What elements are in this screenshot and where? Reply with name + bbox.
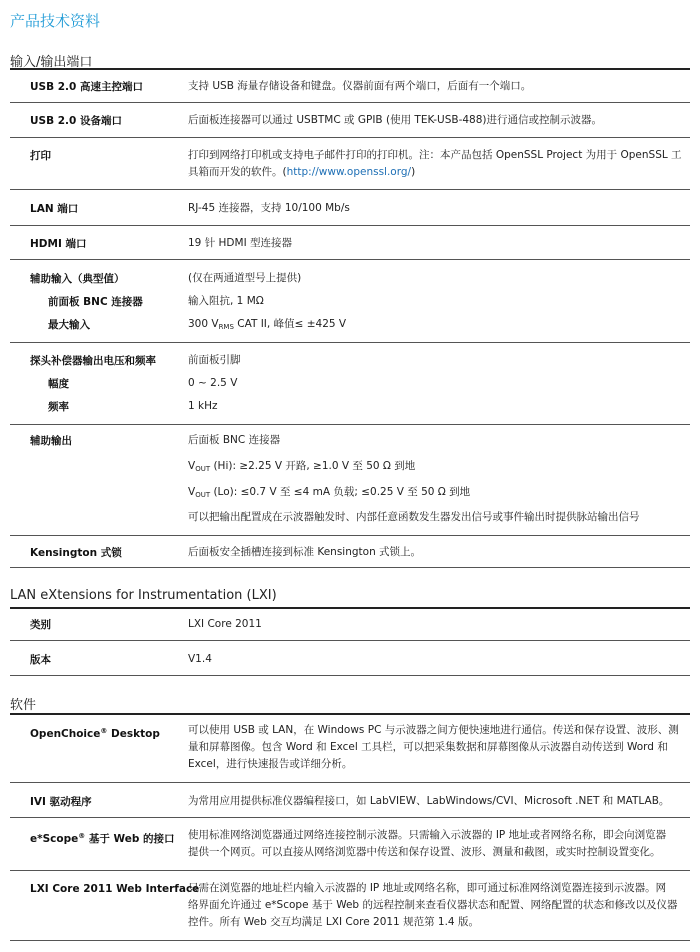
row-divider bbox=[10, 940, 690, 941]
spec-value: 0 ~ 2.5 V bbox=[188, 377, 238, 389]
spec-value-line: 只需在浏览器的地址栏内输入示波器的 IP 地址或网络名称，即可通过标准网络浏览器连接到示波器。网 bbox=[188, 882, 667, 894]
spec-sublabel: 频率 bbox=[48, 401, 69, 413]
row-divider bbox=[10, 782, 690, 783]
row-divider bbox=[10, 259, 690, 260]
spec-value-line: 控件。所有 Web 交互均满足 LXI Core 2011 规范第 1.4 版。 bbox=[188, 916, 479, 928]
spec-label: USB 2.0 设备端口 bbox=[30, 115, 123, 127]
openssl-link[interactable]: http://www.openssl.org/ bbox=[286, 166, 412, 178]
spec-value-vout-hi: $V_{OUT}$ (Hi): ≥2.25 V 开路, ≥1.0 V 至 50 Ω 到地 bbox=[188, 460, 416, 473]
row-divider bbox=[10, 189, 690, 190]
spec-sublabel: 最大输入 bbox=[48, 319, 90, 331]
spec-value-line: 具箱而开发的软件。(http://www.openssl.org/) bbox=[188, 166, 416, 178]
spec-label: 打印 bbox=[30, 150, 51, 162]
spec-label: e*Scope® 基于 Web 的接口 bbox=[30, 832, 175, 845]
spec-value-line: 提供一个网页。可以直接从网络浏览器中传送和保存设置、波形、测量和截图，或实时控制设置变化。 bbox=[188, 846, 661, 858]
spec-label: HDMI 端口 bbox=[30, 238, 87, 250]
spec-value: 支持 USB 海量存储设备和键盘。仪器前面有两个端口，后面有一个端口。 bbox=[188, 80, 532, 92]
spec-value-line: 可以使用 USB 或 LAN，在 Windows PC 与示波器之间方便快速地进行通信。传送和保存设置、波形、测 bbox=[188, 724, 679, 736]
spec-value-line: 络界面允许通过 e*Scope 基于 Web 的远程控制来查看仪器状态和配置、网络配置的状态和修改以及仪器 bbox=[188, 899, 678, 911]
spec-label: 探头补偿器输出电压和频率 bbox=[30, 355, 156, 367]
spec-value: 前面板引脚 bbox=[188, 354, 241, 366]
row-divider bbox=[10, 102, 690, 103]
spec-value-line: 使用标准网络浏览器通过网络连接控制示波器。只需输入示波器的 IP 地址或者网络名称，即会向浏览器 bbox=[188, 829, 667, 841]
row-divider bbox=[10, 817, 690, 818]
spec-label: OpenChoice® Desktop bbox=[30, 727, 160, 740]
spec-value-line: 打印到网络打印机或支持电子邮件打印的打印机。注：本产品包括 OpenSSL Project 为用于 OpenSSL 工 bbox=[188, 149, 682, 161]
spec-value: 后面板 BNC 连接器 bbox=[188, 434, 281, 446]
row-divider bbox=[10, 870, 690, 871]
spec-label: Kensington 式锁 bbox=[30, 547, 122, 559]
section-divider bbox=[10, 713, 690, 715]
spec-label: LXI Core 2011 Web Interface bbox=[30, 883, 200, 895]
spec-value: 可以把输出配置成在示波器触发时、内部任意函数发生器发出信号或事件输出时提供脉站输出信号 bbox=[188, 511, 640, 523]
spec-value: V1.4 bbox=[188, 653, 212, 665]
row-divider bbox=[10, 640, 690, 641]
row-divider bbox=[10, 424, 690, 425]
spec-value: (仅在两通道型号上提供) bbox=[188, 272, 302, 284]
spec-value: 1 kHz bbox=[188, 400, 218, 412]
row-divider bbox=[10, 535, 690, 536]
spec-label: IVI 驱动程序 bbox=[30, 796, 92, 808]
spec-value: 19 针 HDMI 型连接器 bbox=[188, 237, 293, 249]
spec-label: LAN 端口 bbox=[30, 203, 79, 215]
row-divider bbox=[10, 567, 690, 568]
spec-value: 后面板安全插槽连接到标准 Kensington 式锁上。 bbox=[188, 546, 422, 558]
section-title-io: 输入/输出端口 bbox=[10, 55, 93, 70]
spec-label: 版本 bbox=[30, 654, 51, 666]
spec-label: 类别 bbox=[30, 619, 51, 631]
spec-value: LXI Core 2011 bbox=[188, 618, 262, 630]
spec-value: 后面板连接器可以通过 USBTMC 或 GPIB (使用 TEK-USB-488)进行通信或控制示波器。 bbox=[188, 114, 603, 126]
spec-value-vout-lo: $V_{OUT}$ (Lo): ≤0.7 V 至 ≤4 mA 负载; ≤0.25 V 至 50 Ω 到地 bbox=[188, 486, 471, 499]
section-title-lxi: LAN eXtensions for Instrumentation (LXI) bbox=[10, 588, 277, 603]
spec-sublabel: 幅度 bbox=[48, 378, 69, 390]
row-divider bbox=[10, 225, 690, 226]
spec-value-line: 量和屏幕图像。包含 Word 和 Excel 工具栏，可以把采集数据和屏幕图像从示波器自动传送到 Word 和 bbox=[188, 741, 668, 753]
spec-value: 输入阻抗, 1 MΩ bbox=[188, 295, 264, 307]
spec-label: 辅助输出 bbox=[30, 435, 72, 447]
spec-label: USB 2.0 高速主控端口 bbox=[30, 81, 144, 93]
spec-label: 辅助输入（典型值） bbox=[30, 273, 125, 285]
row-divider bbox=[10, 675, 690, 676]
spec-value: RJ-45 连接器，支持 10/100 Mb/s bbox=[188, 202, 350, 214]
spec-sublabel: 前面板 BNC 连接器 bbox=[48, 296, 143, 308]
row-divider bbox=[10, 342, 690, 343]
row-divider bbox=[10, 137, 690, 138]
section-divider bbox=[10, 607, 690, 609]
spec-value: 300 $V_{RMS}$ CAT II, 峰值≤ ±425 V bbox=[188, 318, 347, 331]
section-divider bbox=[10, 68, 690, 70]
page-title: 产品技术资料 bbox=[10, 12, 101, 30]
spec-value: 为常用应用提供标准仪器编程接口，如 LabVIEW、LabWindows/CVI、Microsoft .NET 和 MATLAB。 bbox=[188, 795, 670, 807]
section-title-software: 软件 bbox=[10, 698, 37, 713]
spec-value-line: Excel，进行快速报告或详细分析。 bbox=[188, 758, 353, 770]
